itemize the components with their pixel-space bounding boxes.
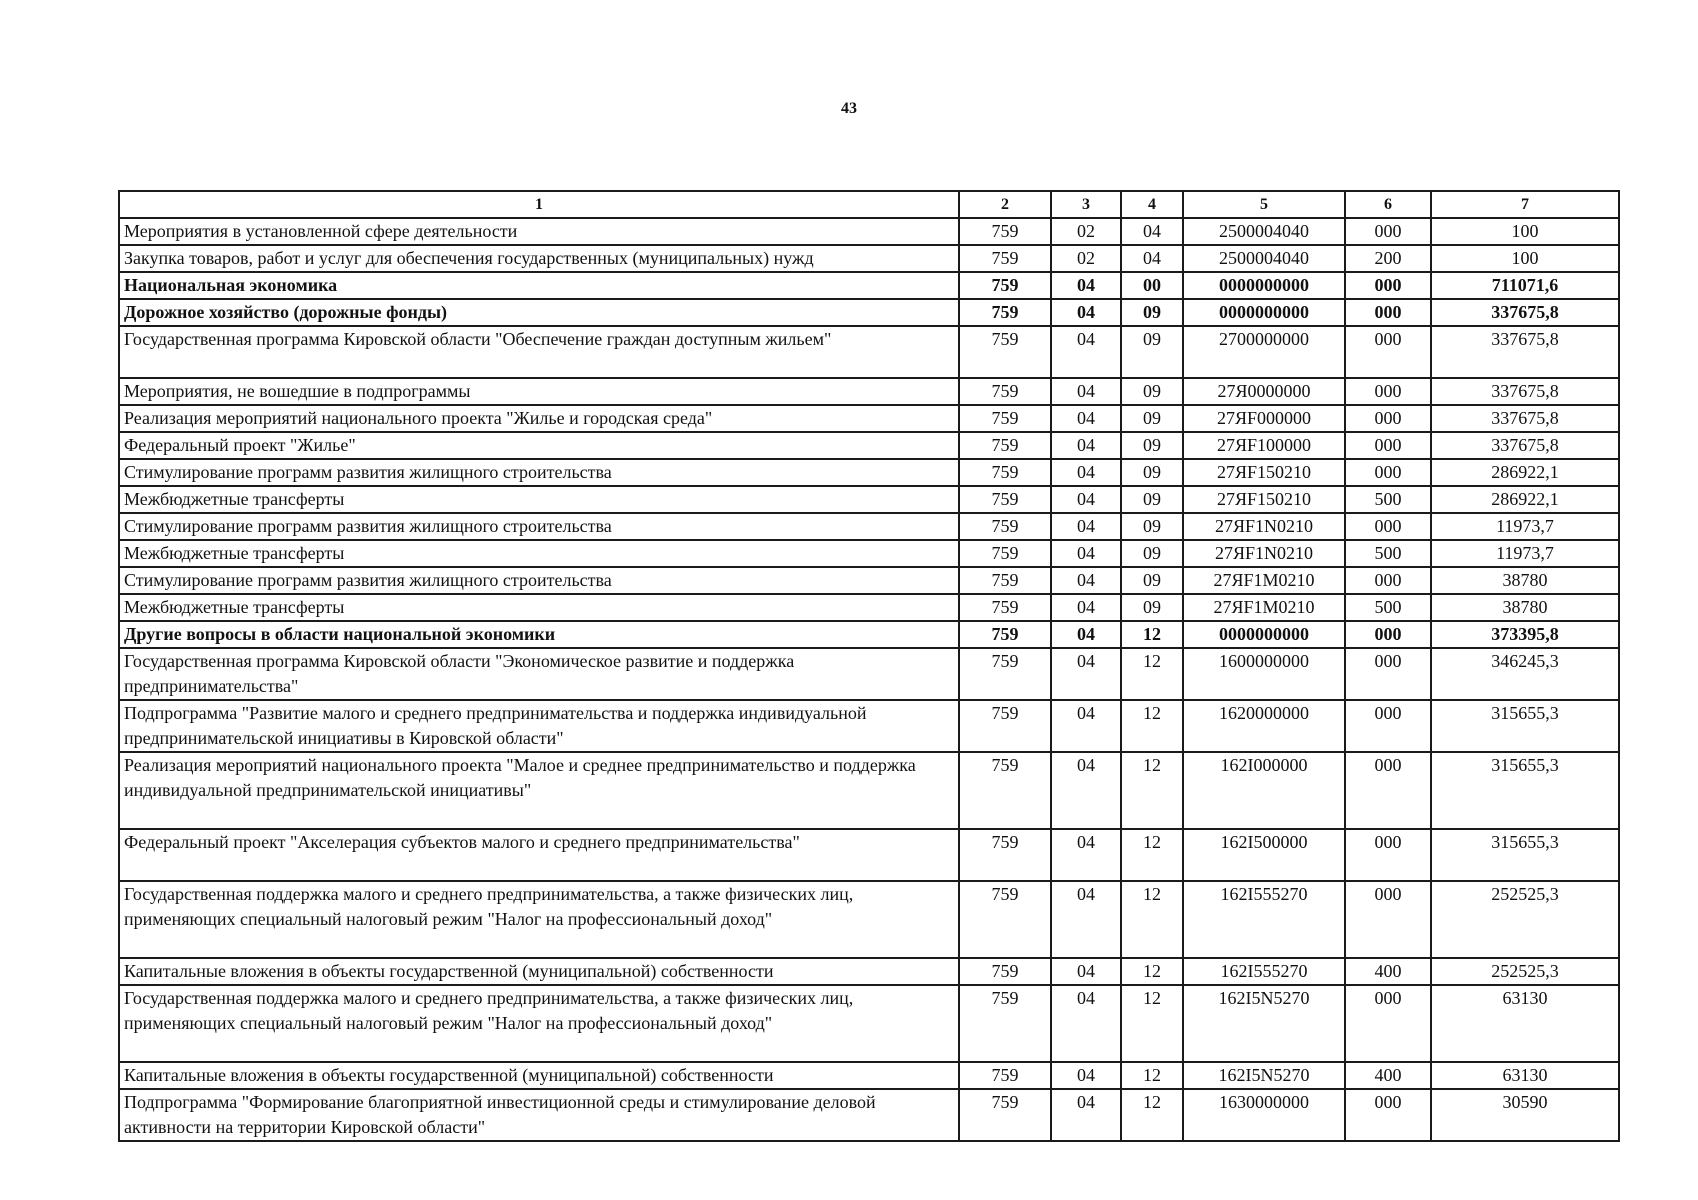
chapter-code-cell: 759: [959, 1089, 1051, 1141]
subsection-code-cell: 12: [1121, 1062, 1183, 1089]
amount-cell: 337675,8: [1431, 326, 1619, 378]
subsection-code-cell: 12: [1121, 621, 1183, 648]
section-code-cell: 04: [1051, 326, 1121, 378]
expense-type-cell: 000: [1345, 881, 1431, 958]
target-article-cell: 162I555270: [1183, 881, 1345, 958]
row-name-cell: Подпрограмма "Формирование благоприятной инвестиционной среды и стимулирование деловой активности на территории Кировской области": [119, 1089, 959, 1141]
target-article-cell: 2700000000: [1183, 326, 1345, 378]
amount-cell: 337675,8: [1431, 432, 1619, 459]
expense-type-cell: 000: [1345, 378, 1431, 405]
expense-type-cell: 000: [1345, 513, 1431, 540]
chapter-code-cell: 759: [959, 881, 1051, 958]
row-name-cell: Реализация мероприятий национального проекта "Малое и среднее предпринимательство и поддержка индивидуальной предпринимательской инициативы": [119, 752, 959, 829]
target-article-cell: 1620000000: [1183, 700, 1345, 752]
table-row: [119, 594, 1619, 621]
column-header-2: 2: [959, 191, 1051, 218]
amount-cell: 63130: [1431, 985, 1619, 1062]
target-article-cell: 27ЯF000000: [1183, 405, 1345, 432]
expense-type-cell: 000: [1345, 299, 1431, 326]
column-header-7: 7: [1431, 191, 1619, 218]
amount-cell: 315655,3: [1431, 829, 1619, 881]
subsection-code-cell: 04: [1121, 245, 1183, 272]
chapter-code-cell: 759: [959, 648, 1051, 700]
table-row: [119, 1062, 1619, 1089]
row-name-cell: Межбюджетные трансферты: [119, 540, 959, 567]
column-header-1: 1: [119, 191, 959, 218]
table-row: [119, 299, 1619, 326]
table-row: [119, 405, 1619, 432]
subsection-code-cell: 09: [1121, 299, 1183, 326]
target-article-cell: 27Я0000000: [1183, 378, 1345, 405]
chapter-code-cell: 759: [959, 752, 1051, 829]
table-row: [119, 985, 1619, 1062]
expense-type-cell: 000: [1345, 752, 1431, 829]
amount-cell: 100: [1431, 245, 1619, 272]
table-row: [119, 326, 1619, 378]
table-row: [119, 378, 1619, 405]
row-name-cell: Мероприятия, не вошедшие в подпрограммы: [119, 378, 959, 405]
row-name-cell: Капитальные вложения в объекты государственной (муниципальной) собственности: [119, 958, 959, 985]
section-code-cell: 04: [1051, 513, 1121, 540]
section-code-cell: 04: [1051, 881, 1121, 958]
target-article-cell: 1630000000: [1183, 1089, 1345, 1141]
target-article-cell: 27ЯF150210: [1183, 459, 1345, 486]
section-code-cell: 04: [1051, 432, 1121, 459]
target-article-cell: 2500004040: [1183, 245, 1345, 272]
expense-type-cell: 000: [1345, 405, 1431, 432]
table-row: [119, 700, 1619, 752]
subsection-code-cell: 00: [1121, 272, 1183, 299]
table-row: [119, 218, 1619, 245]
chapter-code-cell: 759: [959, 985, 1051, 1062]
row-name-cell: Мероприятия в установленной сфере деятельности: [119, 218, 959, 245]
table-row: [119, 621, 1619, 648]
amount-cell: 337675,8: [1431, 378, 1619, 405]
chapter-code-cell: 759: [959, 540, 1051, 567]
section-code-cell: 04: [1051, 486, 1121, 513]
row-name-cell: Реализация мероприятий национального проекта "Жилье и городская среда": [119, 405, 959, 432]
table-row: [119, 540, 1619, 567]
page-number: 43: [841, 100, 857, 117]
chapter-code-cell: 759: [959, 218, 1051, 245]
column-header-3: 3: [1051, 191, 1121, 218]
column-header-6: 6: [1345, 191, 1431, 218]
target-article-cell: 27ЯF1N0210: [1183, 513, 1345, 540]
chapter-code-cell: 759: [959, 513, 1051, 540]
target-article-cell: 162I555270: [1183, 958, 1345, 985]
table-body: [119, 218, 1619, 1141]
row-name-cell: Федеральный проект "Акселерация субъектов малого и среднего предпринимательства": [119, 829, 959, 881]
amount-cell: 346245,3: [1431, 648, 1619, 700]
subsection-code-cell: 09: [1121, 540, 1183, 567]
expense-type-cell: 000: [1345, 272, 1431, 299]
target-article-cell: 162I5N5270: [1183, 985, 1345, 1062]
expense-type-cell: 000: [1345, 459, 1431, 486]
row-name-cell: Национальная экономика: [119, 272, 959, 299]
target-article-cell: 27ЯF100000: [1183, 432, 1345, 459]
amount-cell: 337675,8: [1431, 299, 1619, 326]
table-row: [119, 752, 1619, 829]
row-name-cell: Стимулирование программ развития жилищного строительства: [119, 459, 959, 486]
target-article-cell: 27ЯF1M0210: [1183, 594, 1345, 621]
subsection-code-cell: 09: [1121, 486, 1183, 513]
expense-type-cell: 000: [1345, 621, 1431, 648]
target-article-cell: 1600000000: [1183, 648, 1345, 700]
chapter-code-cell: 759: [959, 829, 1051, 881]
subsection-code-cell: 12: [1121, 881, 1183, 958]
section-code-cell: 04: [1051, 700, 1121, 752]
column-header-4: 4: [1121, 191, 1183, 218]
amount-cell: 11973,7: [1431, 540, 1619, 567]
expense-type-cell: 000: [1345, 326, 1431, 378]
section-code-cell: 04: [1051, 405, 1121, 432]
subsection-code-cell: 12: [1121, 700, 1183, 752]
row-name-cell: Государственная программа Кировской области "Экономическое развитие и поддержка предпринимательства": [119, 648, 959, 700]
expense-type-cell: 500: [1345, 594, 1431, 621]
chapter-code-cell: 759: [959, 594, 1051, 621]
target-article-cell: 162I500000: [1183, 829, 1345, 881]
chapter-code-cell: 759: [959, 621, 1051, 648]
row-name-cell: Подпрограмма "Развитие малого и среднего предпринимательства и поддержка индивидуальной предпринимательской инициативы в Кировской области": [119, 700, 959, 752]
expense-type-cell: 000: [1345, 700, 1431, 752]
table-row: [119, 881, 1619, 958]
subsection-code-cell: 09: [1121, 432, 1183, 459]
expense-type-cell: 000: [1345, 218, 1431, 245]
expense-type-cell: 200: [1345, 245, 1431, 272]
amount-cell: 38780: [1431, 594, 1619, 621]
row-name-cell: Федеральный проект "Жилье": [119, 432, 959, 459]
subsection-code-cell: 12: [1121, 829, 1183, 881]
amount-cell: 337675,8: [1431, 405, 1619, 432]
subsection-code-cell: 09: [1121, 567, 1183, 594]
subsection-code-cell: 09: [1121, 594, 1183, 621]
chapter-code-cell: 759: [959, 405, 1051, 432]
table-row: [119, 245, 1619, 272]
row-name-cell: Другие вопросы в области национальной экономики: [119, 621, 959, 648]
expense-type-cell: 000: [1345, 648, 1431, 700]
expense-type-cell: 400: [1345, 1062, 1431, 1089]
table-row: [119, 459, 1619, 486]
subsection-code-cell: 12: [1121, 985, 1183, 1062]
row-name-cell: Стимулирование программ развития жилищного строительства: [119, 513, 959, 540]
table-row: [119, 513, 1619, 540]
row-name-cell: Межбюджетные трансферты: [119, 486, 959, 513]
chapter-code-cell: 759: [959, 326, 1051, 378]
section-code-cell: 04: [1051, 1089, 1121, 1141]
section-code-cell: 04: [1051, 299, 1121, 326]
amount-cell: 30590: [1431, 1089, 1619, 1141]
subsection-code-cell: 12: [1121, 1089, 1183, 1141]
expense-type-cell: 000: [1345, 567, 1431, 594]
chapter-code-cell: 759: [959, 245, 1051, 272]
amount-cell: 286922,1: [1431, 486, 1619, 513]
chapter-code-cell: 759: [959, 486, 1051, 513]
section-code-cell: 04: [1051, 272, 1121, 299]
amount-cell: 252525,3: [1431, 958, 1619, 985]
expense-type-cell: 000: [1345, 829, 1431, 881]
table-row: [119, 648, 1619, 700]
row-name-cell: Государственная программа Кировской области "Обеспечение граждан доступным жильем": [119, 326, 959, 378]
section-code-cell: 04: [1051, 1062, 1121, 1089]
subsection-code-cell: 09: [1121, 459, 1183, 486]
expense-type-cell: 500: [1345, 540, 1431, 567]
table-row: [119, 567, 1619, 594]
section-code-cell: 04: [1051, 567, 1121, 594]
table-row: [119, 432, 1619, 459]
chapter-code-cell: 759: [959, 700, 1051, 752]
section-code-cell: 04: [1051, 648, 1121, 700]
table-row: [119, 486, 1619, 513]
subsection-code-cell: 04: [1121, 218, 1183, 245]
chapter-code-cell: 759: [959, 378, 1051, 405]
expense-type-cell: 500: [1345, 486, 1431, 513]
table-row: [119, 958, 1619, 985]
amount-cell: 63130: [1431, 1062, 1619, 1089]
budget-table: [118, 190, 1620, 1142]
amount-cell: 315655,3: [1431, 700, 1619, 752]
target-article-cell: 0000000000: [1183, 621, 1345, 648]
subsection-code-cell: 12: [1121, 648, 1183, 700]
row-name-cell: Государственная поддержка малого и среднего предпринимательства, а также физических лиц, применяющих специальный налоговый режим "Налог на профессиональный доход": [119, 985, 959, 1062]
target-article-cell: 162I000000: [1183, 752, 1345, 829]
chapter-code-cell: 759: [959, 459, 1051, 486]
section-code-cell: 04: [1051, 378, 1121, 405]
section-code-cell: 04: [1051, 985, 1121, 1062]
row-name-cell: Дорожное хозяйство (дорожные фонды): [119, 299, 959, 326]
table-row: [119, 1089, 1619, 1141]
chapter-code-cell: 759: [959, 272, 1051, 299]
target-article-cell: 27ЯF1N0210: [1183, 540, 1345, 567]
expense-type-cell: 000: [1345, 1089, 1431, 1141]
amount-cell: 11973,7: [1431, 513, 1619, 540]
amount-cell: 38780: [1431, 567, 1619, 594]
subsection-code-cell: 09: [1121, 378, 1183, 405]
row-name-cell: Государственная поддержка малого и среднего предпринимательства, а также физических лиц, применяющих специальный налоговый режим "Налог на профессиональный доход": [119, 881, 959, 958]
section-code-cell: 04: [1051, 958, 1121, 985]
subsection-code-cell: 12: [1121, 752, 1183, 829]
amount-cell: 252525,3: [1431, 881, 1619, 958]
chapter-code-cell: 759: [959, 958, 1051, 985]
section-code-cell: 04: [1051, 459, 1121, 486]
row-name-cell: Закупка товаров, работ и услуг для обеспечения государственных (муниципальных) нужд: [119, 245, 959, 272]
section-code-cell: 04: [1051, 594, 1121, 621]
header-row: [119, 191, 1619, 218]
table-row: [119, 272, 1619, 299]
section-code-cell: 04: [1051, 621, 1121, 648]
amount-cell: 373395,8: [1431, 621, 1619, 648]
target-article-cell: 162I5N5270: [1183, 1062, 1345, 1089]
section-code-cell: 04: [1051, 829, 1121, 881]
table-row: [119, 829, 1619, 881]
chapter-code-cell: 759: [959, 1062, 1051, 1089]
amount-cell: 286922,1: [1431, 459, 1619, 486]
expense-type-cell: 000: [1345, 985, 1431, 1062]
subsection-code-cell: 12: [1121, 958, 1183, 985]
target-article-cell: 27ЯF150210: [1183, 486, 1345, 513]
chapter-code-cell: 759: [959, 432, 1051, 459]
section-code-cell: 04: [1051, 540, 1121, 567]
section-code-cell: 04: [1051, 752, 1121, 829]
column-header-5: 5: [1183, 191, 1345, 218]
target-article-cell: 0000000000: [1183, 272, 1345, 299]
amount-cell: 711071,6: [1431, 272, 1619, 299]
chapter-code-cell: 759: [959, 567, 1051, 594]
section-code-cell: 02: [1051, 218, 1121, 245]
target-article-cell: 2500004040: [1183, 218, 1345, 245]
subsection-code-cell: 09: [1121, 513, 1183, 540]
expense-type-cell: 400: [1345, 958, 1431, 985]
chapter-code-cell: 759: [959, 299, 1051, 326]
amount-cell: 315655,3: [1431, 752, 1619, 829]
subsection-code-cell: 09: [1121, 405, 1183, 432]
row-name-cell: Межбюджетные трансферты: [119, 594, 959, 621]
row-name-cell: Капитальные вложения в объекты государственной (муниципальной) собственности: [119, 1062, 959, 1089]
row-name-cell: Стимулирование программ развития жилищного строительства: [119, 567, 959, 594]
subsection-code-cell: 09: [1121, 326, 1183, 378]
section-code-cell: 02: [1051, 245, 1121, 272]
target-article-cell: 27ЯF1M0210: [1183, 567, 1345, 594]
amount-cell: 100: [1431, 218, 1619, 245]
expense-type-cell: 000: [1345, 432, 1431, 459]
target-article-cell: 0000000000: [1183, 299, 1345, 326]
